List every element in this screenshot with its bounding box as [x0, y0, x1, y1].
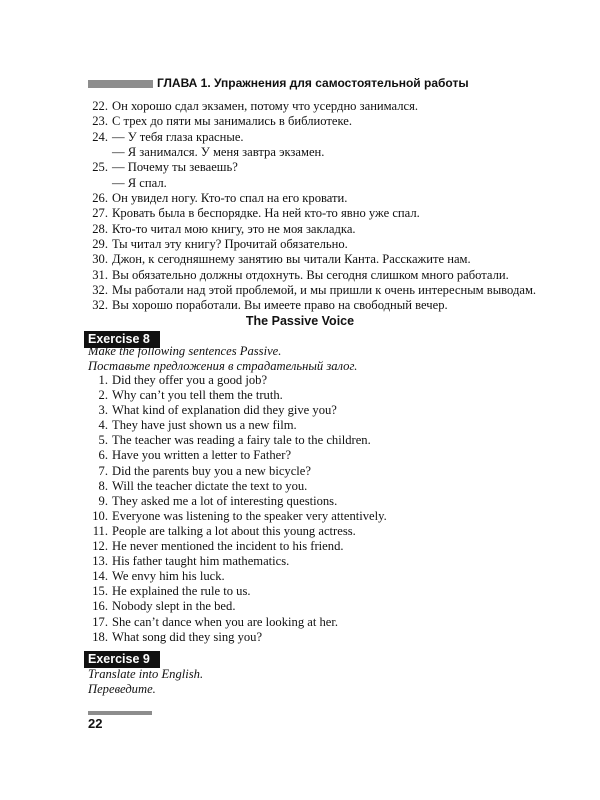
list-item: 5. The teacher was reading a fairy tale to the children.: [98, 433, 371, 448]
russian-sentence-list: [88, 99, 568, 314]
list-item: 25. — Почему ты зеваешь?: [92, 160, 238, 175]
page-number: 22: [88, 716, 103, 731]
list-item: 2. Why can’t you tell them the truth.: [98, 388, 283, 403]
list-item: 17. She can’t dance when you are looking at her.: [92, 614, 339, 629]
list-item: 31. Вы обязательно должны отдохнуть. Вы сегодня слишком много работали.: [92, 267, 509, 282]
chapter-header: ГЛАВА 1. Упражнения для самостоятельной работы: [157, 76, 469, 90]
list-item-continuation: — Я занимался. У меня завтра экзамен.: [112, 145, 325, 160]
list-item: 7. Did the parents buy you a new bicycle?: [98, 463, 311, 478]
exercise-8-instruction-ru: Поставьте предложения в страдательный залог.: [88, 359, 358, 373]
list-item: 11. People are talking a lot about this young actress.: [92, 523, 356, 538]
list-item: 10. Everyone was listening to the speaker very attentively.: [92, 508, 387, 523]
list-item: 15. He explained the rule to us.: [92, 584, 251, 599]
list-item: 30. Джон, к сегодняшнему занятию вы читали Канта. Расскажите нам.: [92, 252, 471, 267]
header-rule: [88, 80, 153, 88]
list-item: 32. Мы работали над этой проблемой, и мы пришли к очень интересным выводам.: [92, 283, 537, 298]
list-item: 13. His father taught him mathematics.: [92, 554, 290, 569]
list-item: 26. Он увидел ногу. Кто-то спал на его кровати.: [92, 191, 348, 206]
exercise-9-instruction-en: Translate into English.: [88, 667, 204, 681]
exercise-8-label: Exercise 8: [84, 331, 160, 347]
list-item: 9. They asked me a lot of interesting questions.: [98, 493, 338, 508]
exercise-8-instruction-en: Make the following sentences Passive.: [88, 344, 282, 358]
list-item: 1. Did they offer you a good job?: [98, 373, 268, 387]
list-item: 8. Will the teacher dictate the text to you.: [98, 478, 308, 493]
exercise-9-label: Exercise 9: [84, 651, 160, 667]
list-item: 18. What song did they sing you?: [92, 629, 263, 644]
list-item: 4. They have just shown us a new film.: [98, 418, 297, 433]
list-item: 6. Have you written a letter to Father?: [98, 448, 292, 463]
list-item: 3. What kind of explanation did they give you?: [98, 403, 337, 418]
list-item: 27. Кровать была в беспорядке. На ней кто-то явно уже спал.: [92, 206, 420, 221]
list-item: 23. С трех до пяти мы занимались в библиотеке.: [92, 114, 352, 129]
list-item: 12. He never mentioned the incident to his friend.: [92, 539, 344, 554]
list-item: 22. Он хорошо сдал экзамен, потому что усердно занимался.: [92, 99, 419, 113]
list-item: 24. — У тебя глаза красные.: [92, 129, 244, 144]
list-item: 28. Кто-то читал мою книгу, это не моя закладка.: [92, 221, 356, 236]
list-item-continuation: — Я спал.: [112, 175, 167, 190]
exercise-9-instruction-ru: Переведите.: [88, 682, 156, 696]
list-item: 16. Nobody slept in the bed.: [92, 599, 236, 614]
list-item: 14. We envy him his luck.: [92, 569, 225, 584]
exercise-8-list: [88, 373, 568, 645]
list-item: 32. Вы хорошо поработали. Вы имеете право на свободный вечер.: [92, 298, 448, 313]
footer-rule: [88, 711, 152, 715]
section-title: The Passive Voice: [245, 314, 355, 328]
list-item: 29. Ты читал эту книгу? Прочитай обязательно.: [92, 237, 348, 252]
